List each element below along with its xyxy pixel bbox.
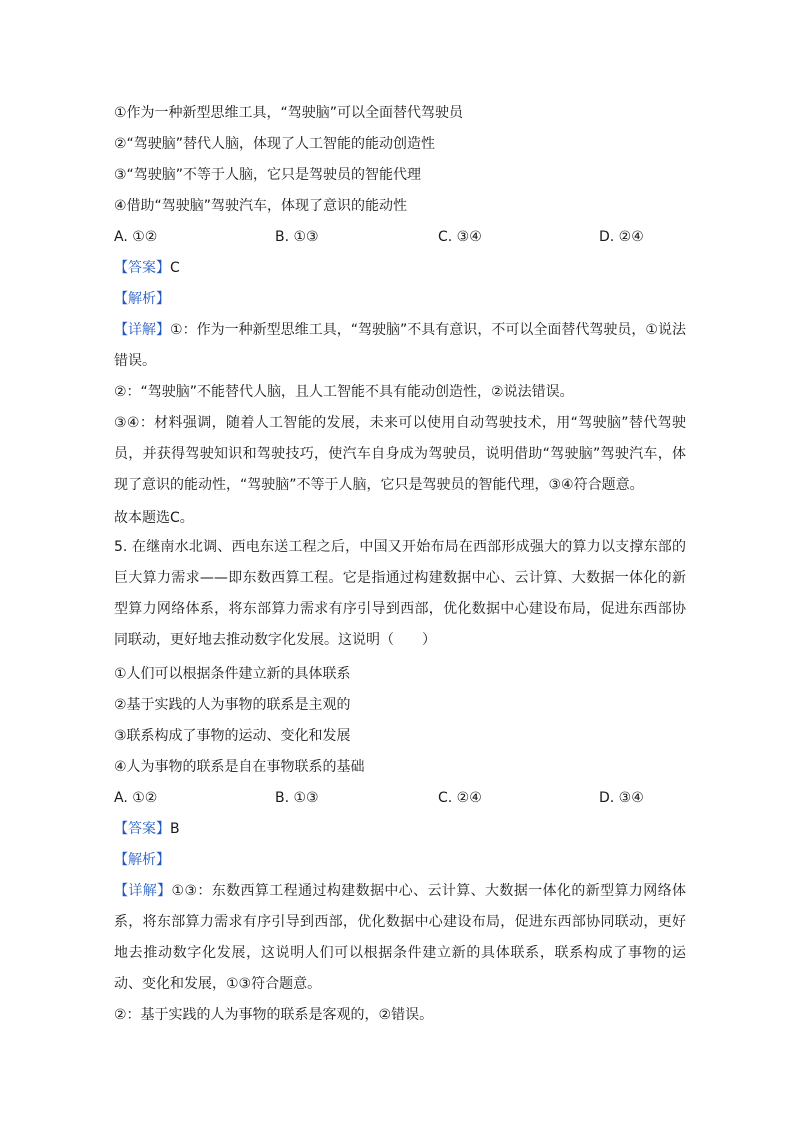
q4-statement-1: ①作为一种新型思维工具，“驾驶脑”可以全面替代驾驶员 [114,105,464,121]
q5-analysis-tag: 【解析】 [114,852,170,868]
q4-option-c: C. ③④ [438,229,482,245]
q5-statement-1: ①人们可以根据条件建立新的具体联系 [114,666,351,682]
q5-detail-1-paragraph [114,876,686,1000]
q4-option-a: A. ①② [114,229,158,245]
q5-option-a: A. ①② [114,790,158,806]
q5-statement-3: ③联系构成了事物的运动、变化和发展 [114,728,351,744]
q4-detail-tag: 【详解】 [114,322,171,338]
q4-conclusion: 故本题选C。 [114,510,194,526]
q5-statement-4: ④人为事物的联系是自在事物联系的基础 [114,759,365,775]
q4-statement-2: ②“驾驶脑”替代人脑，体现了人工智能的能动创造性 [114,136,436,152]
q4-option-b: B. ①③ [275,229,319,245]
q4-answer-line [114,258,684,278]
q5-detail-1: ①③：东数西算工程通过构建数据中心、云计算、大数据一体化的新型算力网络体系，将东部算力需求有序引导到西部，优化数据中心建设布局，促进东西部协同联动，更好地去推动数字化发展，这说明人们可以根据条件建立新的具体联系，联系构成了事物的运动、变化和发展，①③符合题意。 [114,883,686,992]
q5-stem: 5. 在继南水北调、西电东送工程之后，中国又开始布局在西部形成强大的算力以支撑东部的巨大算力需求——即东数西算工程。它是指通过构建数据中心、云计算、大数据一体化的新型算力网络体系，将东部算力需求有序引导到西部，优化数据中心建设布局，促进东西部协同联动，更好地去推动数字化发展。这说明（ ） [114,539,686,648]
q5-answer-line [114,819,684,839]
q4-detail-2: ②：“驾驶脑”不能替代人脑，且人工智能不具有能动创造性，②说法错误。 [114,384,574,400]
q4-statement-3: ③“驾驶脑”不等于人脑，它只是驾驶员的智能代理 [114,167,422,183]
q5-analysis-line [114,850,684,870]
q4-detail-3: ③④：材料强调，随着人工智能的发展，未来可以使用自动驾驶技术，用“驾驶脑”替代驾驶员，并获得驾驶知识和驾驶技巧，使汽车自身成为驾驶员，说明借助“驾驶脑”驾驶汽车，体现了意识的能动性，“驾驶脑”不等于人脑，它只是驾驶员的智能代理，③④符合题意。 [114,415,686,493]
q4-answer-value: C [170,260,180,276]
q4-answer-tag: 【答案】 [114,260,170,276]
q5-statement-2: ②基于实践的人为事物的联系是主观的 [114,697,351,713]
q5-detail-tag: 【详解】 [114,883,172,899]
q4-analysis-line [114,289,684,309]
q5-answer-tag: 【答案】 [114,821,170,837]
q4-statement-4: ④借助“驾驶脑”驾驶汽车，体现了意识的能动性 [114,198,408,214]
q4-detail-1-paragraph [114,315,686,377]
q4-analysis-tag: 【解析】 [114,291,170,307]
q5-answer-value: B [170,821,180,837]
q5-detail-2: ②：基于实践的人为事物的联系是客观的，②错误。 [114,1007,434,1023]
q5-option-d: D. ③④ [599,790,644,806]
q4-option-d: D. ②④ [599,229,644,245]
q5-option-b: B. ①③ [275,790,319,806]
q4-detail-1: ①：作为一种新型思维工具，“驾驶脑”不具有意识，不可以全面替代驾驶员，①说法错误。 [114,322,687,369]
q5-option-c: C. ②④ [438,790,482,806]
